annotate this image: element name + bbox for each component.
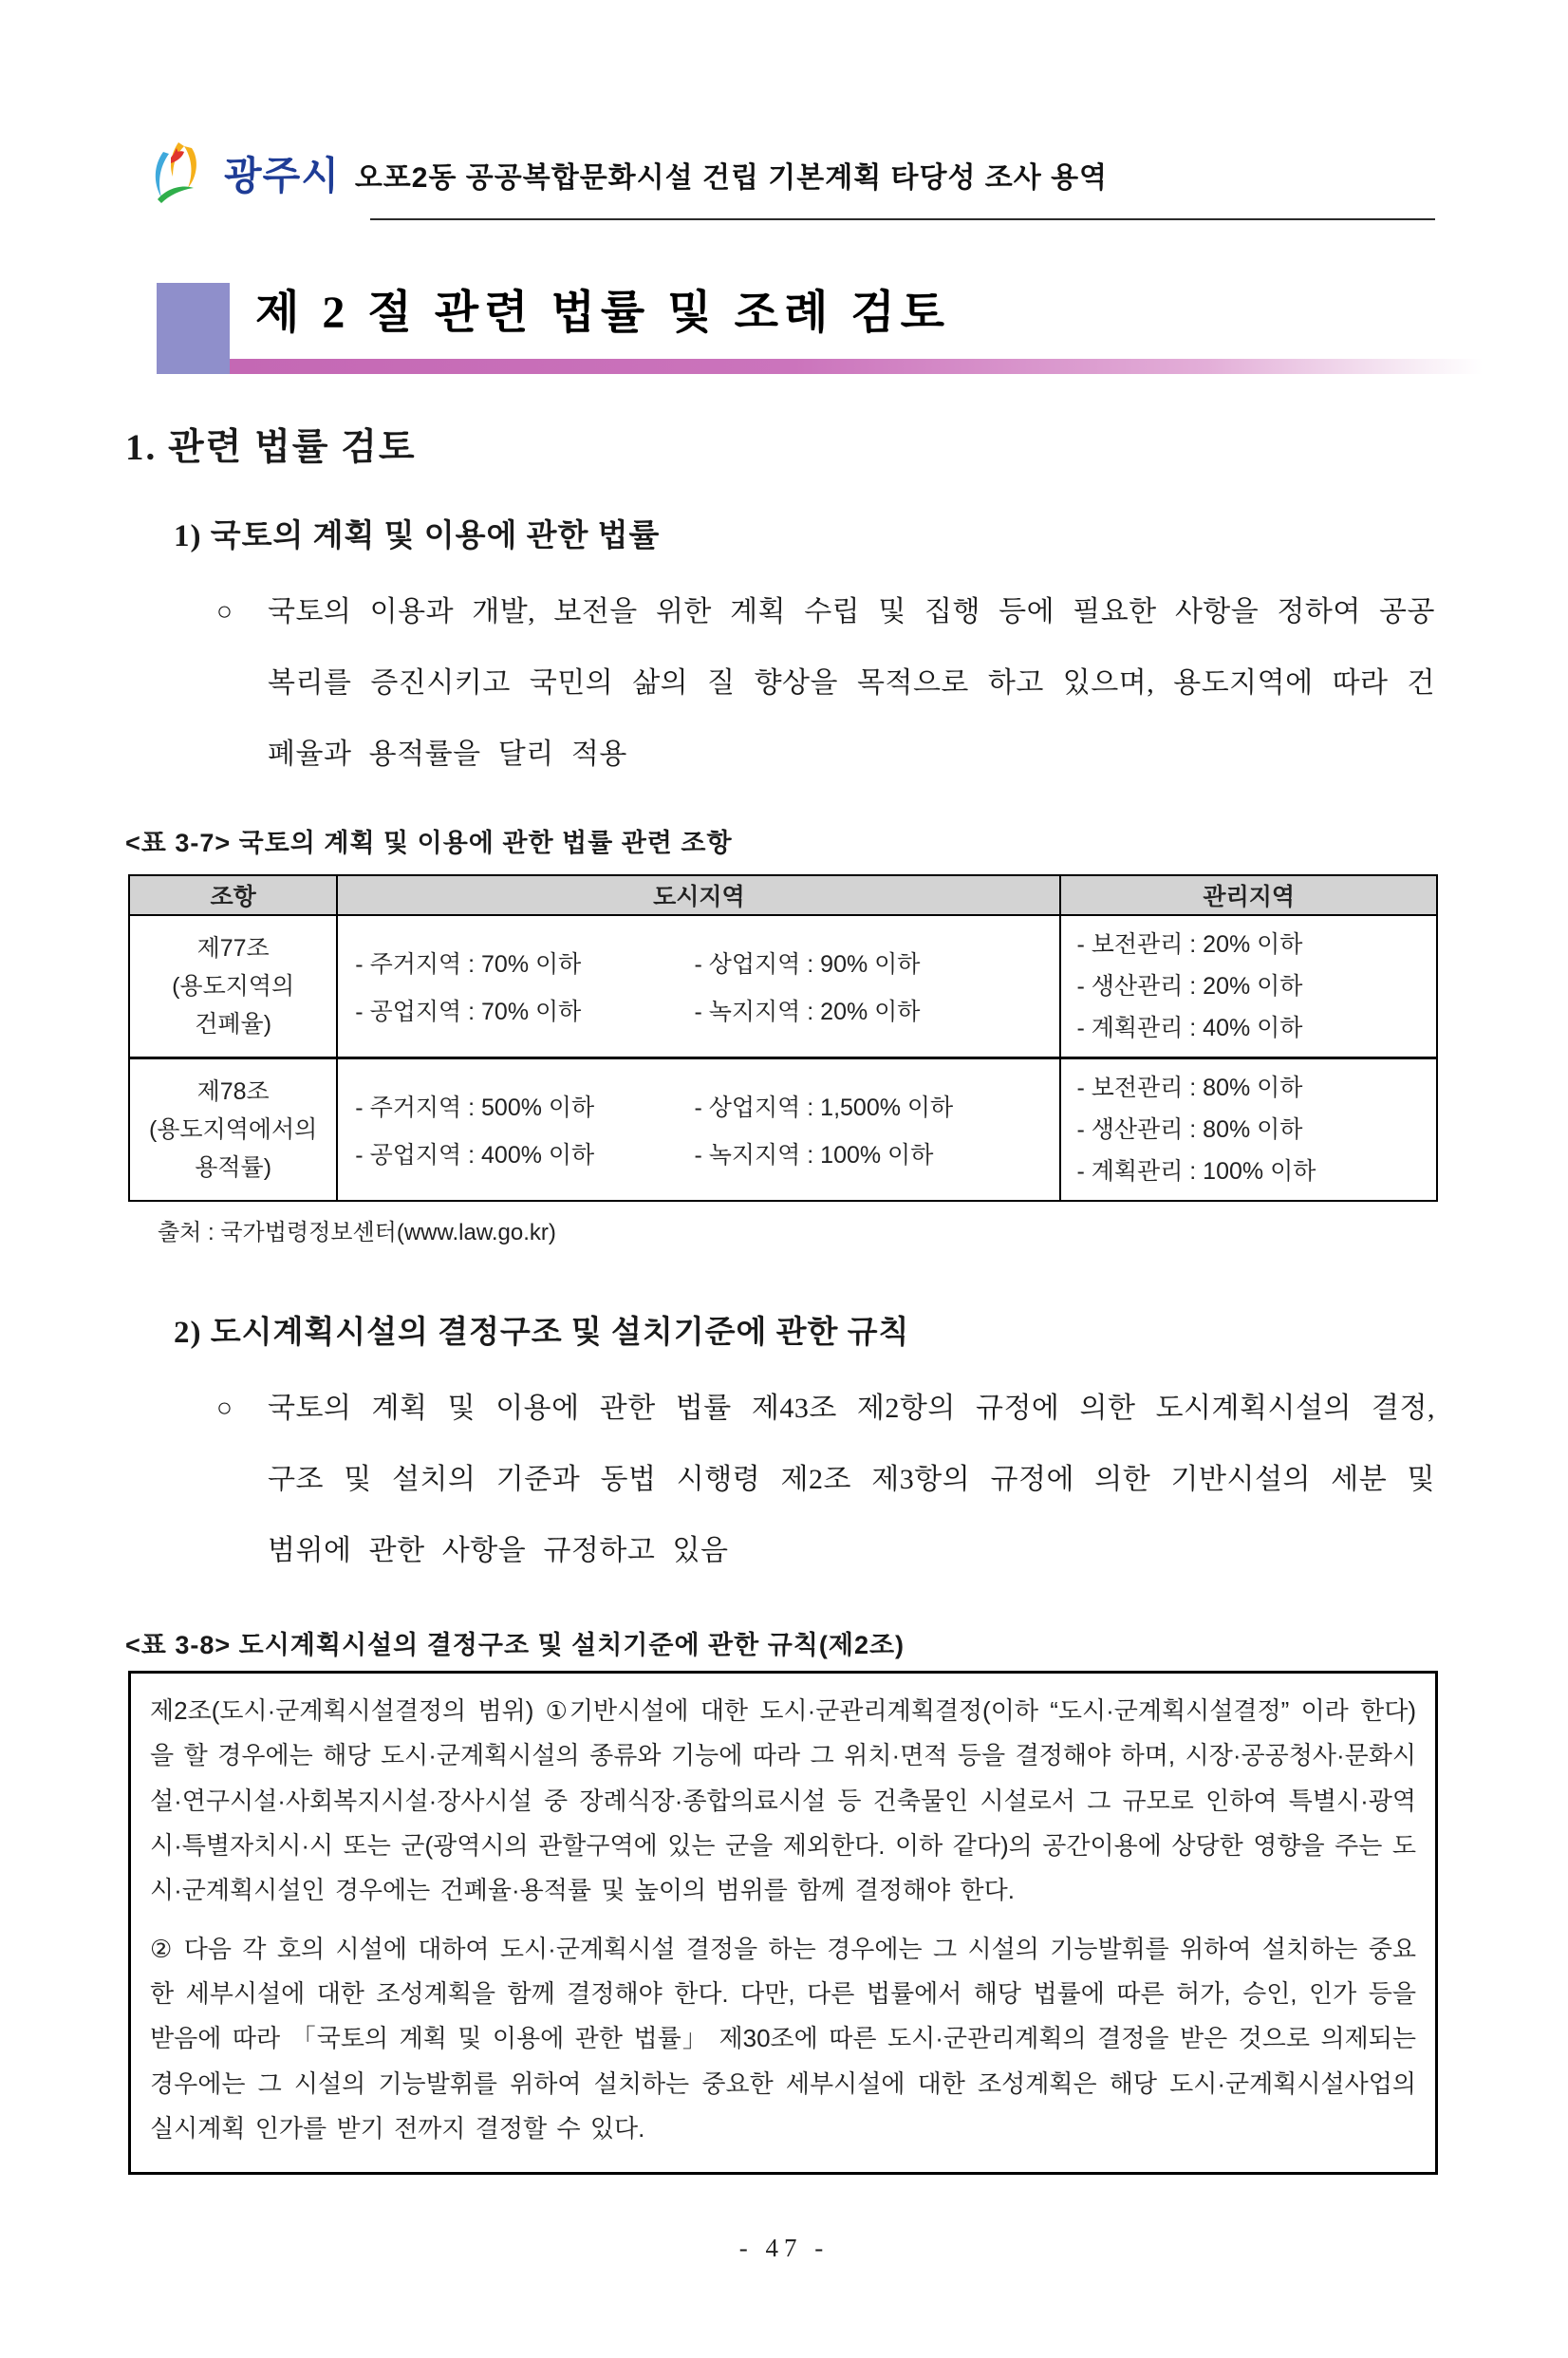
cell-urban-77: [337, 915, 1060, 1058]
section-accent-bar: [230, 359, 1483, 374]
mgmt-item: - 계획관리 : 40% 이하: [1076, 1015, 1303, 1041]
subheading-national-land-act: 1) 국토의 계획 및 이용에 관한 법률: [174, 519, 661, 553]
cell-article-78: [129, 1058, 337, 1202]
urban-item: - 상업지역 : 90% 이하: [694, 951, 921, 978]
law-article2-paragraph2: ② 다음 각 호의 시설에 대하여 도시·군계획시설 결정을 하는 경우에는 그 시설의 기능발휘를 위하여 설치하는 중요한 세부시설에 대한 조성계획을 함께 결정해야 한다. 다만, 다른 법률에서 해당 법률에 따른 허가, 승인, 인가 등을 받음에 따라 「국토의 계획 및 이용에 관한 법률」 제30조에 따른 도시·군관리계획의 결정을 받은 것으로 의제되는 경우에는 그 시설의 기능발휘를 위하여 설치하는 중요한 세부시설에 대한 조성계획은 해당 도시·군계획시설사업의 실시계획 인가를 받기 전까지 결정할 수 있다.: [150, 1934, 1416, 2143]
law-article2-paragraph1: 제2조(도시·군계획시설결정의 범위) ①기반시설에 대한 도시·군관리계획결정(이하 “도시·군계획시설결정” 이라 한다)을 할 경우에는 해당 도시·군계획시설의 종류와 기능에 따라 그 위치·면적 등을 결정해야 하며, 시장·공공청사·문화시설·연구시설·사회복지시설·장사시설 중 장례식장·종합의료시설 등 건축물인 시설로서 그 규모로 인하여 특별시·광역시·특별자치시·시 또는 군(광역시의 관할구역에 있는 군을 제외한다. 이하 같다)의 공간이용에 상당한 영향을 주는 도시·군계획시설인 경우에는 건폐율·용적률 및 높이의 범위를 함께 결정해야 한다.: [150, 1696, 1416, 1905]
mgmt-item: - 생산관리 : 80% 이하: [1076, 1116, 1303, 1143]
column-header-article: 조항: [129, 875, 337, 915]
report-page: [0, 140, 1568, 2358]
circle-bullet-icon: ○: [216, 597, 233, 627]
article-desc-line2: 건폐율): [195, 1011, 272, 1038]
bullet-text: 국토의 이용과 개발, 보전을 위한 계획 수립 및 집행 등에 필요한 사항을 정하여 공공복리를 증진시키고 국민의 삶의 질 향상을 목적으로 하고 있으며, 용도지역에 따라 건폐율과 용적률을 달리 적용: [268, 596, 1435, 770]
cell-article-77: [129, 915, 337, 1058]
article-desc-line2: 용적률): [195, 1154, 272, 1181]
bullet-text: 국토의 계획 및 이용에 관한 법률 제43조 제2항의 규정에 의한 도시계획시설의 결정, 구조 및 설치의 기준과 동법 시행령 제2조 제3항의 규정에 의한 기반시설의 세분 및 범위에 관한 사항을 규정하고 있음: [268, 1393, 1435, 1566]
cell-management-78: [1060, 1058, 1437, 1202]
table-row: [129, 1058, 1437, 1202]
urban-item: - 녹지지역 : 100% 이하: [694, 1142, 934, 1169]
section-accent-square: [157, 283, 230, 374]
urban-item: - 상업지역 : 1,500% 이하: [694, 1095, 954, 1121]
document-title: 오포2동 공공복합문화시설 건립 기본계획 타당성 조사 용역: [354, 162, 1109, 194]
table37-source: 출처 : 국가법령정보센터(www.law.go.kr): [158, 1220, 556, 1245]
subheading-urban-planning-facility-rule: 2) 도시계획시설의 결정구조 및 설치기준에 관한 규칙: [174, 1316, 910, 1350]
table-row: [129, 915, 1437, 1058]
article-desc-line1: (용도지역에서의: [148, 1116, 318, 1143]
page-header: [150, 140, 1438, 203]
urban-item: - 공업지역 : 400% 이하: [355, 1142, 595, 1169]
gwangju-city-logo-icon: [150, 140, 209, 203]
page-number: - 47 -: [738, 2234, 830, 2263]
law-text-box: [128, 1671, 1438, 2175]
table-header-row: [129, 875, 1437, 915]
heading-law-review: 1. 관련 법률 검토: [125, 427, 417, 468]
circle-bullet-icon: ○: [216, 1394, 233, 1423]
cell-management-77: [1060, 915, 1437, 1058]
article-number: 제78조: [196, 1078, 270, 1105]
mgmt-item: - 계획관리 : 100% 이하: [1076, 1158, 1316, 1185]
section-title: 제 2 절 관련 법률 및 조례 검토: [255, 288, 951, 338]
header-divider: [370, 218, 1435, 220]
mgmt-item: - 보전관리 : 80% 이하: [1076, 1075, 1303, 1101]
logo-city-name: 광주시: [224, 153, 340, 197]
article-number: 제77조: [196, 935, 270, 962]
column-header-urban: 도시지역: [337, 875, 1060, 915]
bullet-urban-planning-facility-rule: [216, 1373, 1435, 1586]
urban-item: - 주거지역 : 500% 이하: [355, 1095, 595, 1121]
bullet-national-land-act: [216, 576, 1435, 790]
column-header-management: 관리지역: [1060, 875, 1437, 915]
mgmt-item: - 보전관리 : 20% 이하: [1076, 931, 1303, 958]
table37-caption: <표 3-7> 국토의 계획 및 이용에 관한 법률 관련 조항: [125, 829, 733, 857]
urban-item: - 공업지역 : 70% 이하: [355, 999, 582, 1025]
urban-item: - 녹지지역 : 20% 이하: [694, 999, 921, 1025]
article-desc-line1: (용도지역의: [172, 973, 295, 1000]
table-3-7: [128, 874, 1438, 1202]
mgmt-item: - 생산관리 : 20% 이하: [1076, 973, 1303, 1000]
table38-caption: <표 3-8> 도시계획시설의 결정구조 및 설치기준에 관한 규칙(제2조): [125, 1631, 905, 1659]
urban-item: - 주거지역 : 70% 이하: [355, 951, 582, 978]
section-banner: [157, 283, 1483, 374]
cell-urban-78: [337, 1058, 1060, 1202]
